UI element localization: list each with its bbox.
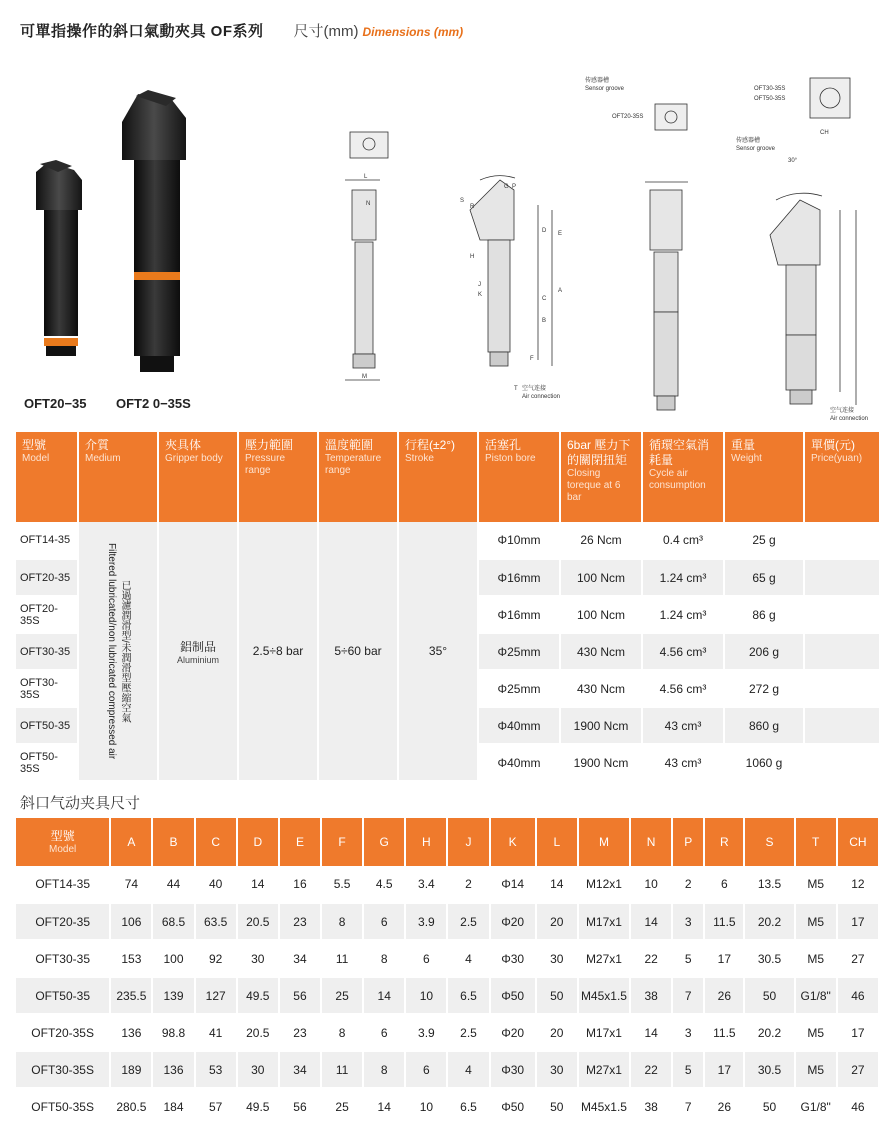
dims-cell: 136 bbox=[152, 1051, 194, 1088]
dims-cell: 127 bbox=[195, 977, 237, 1014]
dims-cell: 6.5 bbox=[447, 977, 489, 1014]
spec-cell-weight: 206 g bbox=[724, 633, 804, 670]
dims-cell: 30 bbox=[237, 940, 279, 977]
spec-cell-model: OFT14-35 bbox=[16, 522, 78, 559]
drawing-ch-label: CH bbox=[820, 130, 829, 136]
spec-cell-body bbox=[158, 522, 238, 781]
dims-cell: Φ30 bbox=[490, 940, 536, 977]
large-gripper-photo bbox=[122, 90, 186, 372]
dims-cell: 25 bbox=[321, 977, 363, 1014]
dims-cell: 14 bbox=[363, 1088, 405, 1125]
spec-cell-air: 4.56 cm³ bbox=[642, 670, 724, 707]
spec-cell-price bbox=[804, 633, 880, 670]
dims-cell: 10 bbox=[405, 977, 447, 1014]
dims-row bbox=[16, 866, 879, 903]
dims-header-row bbox=[16, 818, 879, 866]
spec-cell-price bbox=[804, 670, 880, 707]
page-title: 可單指操作的斜口氣動夾具 OF系列 bbox=[20, 23, 264, 40]
dims-cell: 8 bbox=[321, 1014, 363, 1051]
dims-cell: 6 bbox=[363, 1014, 405, 1051]
dims-cell: 20.2 bbox=[744, 903, 794, 940]
dims-cell: 57 bbox=[195, 1088, 237, 1125]
spec-cell-torque: 430 Ncm bbox=[560, 670, 642, 707]
spec-cell-price bbox=[804, 596, 880, 633]
sensor-groove-en: Sensor groove bbox=[585, 86, 625, 92]
dims-cell: 2.5 bbox=[447, 1014, 489, 1051]
dims-cell: 3.4 bbox=[405, 866, 447, 903]
dims-header-col: T bbox=[795, 818, 837, 866]
medium-cn: 已過濾潤滑型/未潤滑型壓縮空氣 bbox=[119, 579, 130, 723]
spec-cell-temperature: 5÷60 bar bbox=[318, 522, 398, 781]
dims-header-col: J bbox=[447, 818, 489, 866]
dims-cell: 30 bbox=[536, 940, 578, 977]
dims-header-col: A bbox=[110, 818, 152, 866]
product-photos bbox=[0, 60, 240, 420]
dims-cell: M5 bbox=[795, 1014, 837, 1051]
spec-cell-stroke: 35° bbox=[398, 522, 478, 781]
product-label-oft20-35s: OFT2 0−35S bbox=[116, 396, 191, 411]
spec-cell-model: OFT30-35 bbox=[16, 633, 78, 670]
dims-cell: M27x1 bbox=[578, 940, 630, 977]
dims-cell: 6.5 bbox=[447, 1088, 489, 1125]
spec-header-weight: 重量 Weight bbox=[724, 432, 804, 522]
drawing-letter: H bbox=[470, 254, 475, 260]
drawing-letter: F bbox=[530, 356, 534, 362]
dims-cell: 153 bbox=[110, 940, 152, 977]
dims-cell: M45x1.5 bbox=[578, 1088, 630, 1125]
dims-cell: 22 bbox=[630, 1051, 672, 1088]
spec-cell-weight: 1060 g bbox=[724, 744, 804, 781]
dimensions-label-en: Dimensions (mm) bbox=[362, 25, 464, 39]
dims-header-col: B bbox=[152, 818, 194, 866]
dims-cell: 11 bbox=[321, 1051, 363, 1088]
drawing-model-small: OFT20-35S bbox=[612, 114, 644, 120]
dims-cell: 40 bbox=[195, 866, 237, 903]
dims-cell: 12 bbox=[837, 866, 879, 903]
dims-cell: 56 bbox=[279, 977, 321, 1014]
spec-cell-air: 1.24 cm³ bbox=[642, 559, 724, 596]
dims-cell: 6 bbox=[704, 866, 744, 903]
air-connection-en: Air connection bbox=[522, 394, 561, 400]
dims-cell: 17 bbox=[704, 1051, 744, 1088]
spec-cell-bore: Φ40mm bbox=[478, 707, 560, 744]
spec-header-temperature: 溫度範圍 Temperature range bbox=[318, 432, 398, 522]
drawing-letter: P bbox=[512, 184, 517, 190]
dims-cell: 11 bbox=[321, 940, 363, 977]
dims-cell: 14 bbox=[630, 1014, 672, 1051]
spec-header-body: 夾具体 Gripper body bbox=[158, 432, 238, 522]
dims-header-col: P bbox=[672, 818, 704, 866]
drawing-letter: R bbox=[470, 204, 475, 210]
spec-cell-air: 43 cm³ bbox=[642, 744, 724, 781]
dims-cell: 6 bbox=[405, 940, 447, 977]
spec-header-row bbox=[16, 432, 880, 522]
dims-cell: 2 bbox=[447, 866, 489, 903]
dims-cell: 25 bbox=[321, 1088, 363, 1125]
dims-cell: 26 bbox=[704, 977, 744, 1014]
dims-cell: 3.9 bbox=[405, 903, 447, 940]
dims-cell: 3.9 bbox=[405, 1014, 447, 1051]
spec-header-model: 型號 Model bbox=[16, 432, 78, 522]
dims-row bbox=[16, 977, 879, 1014]
dims-cell: 49.5 bbox=[237, 1088, 279, 1125]
dims-header-col: G bbox=[363, 818, 405, 866]
dims-cell: 280.5 bbox=[110, 1088, 152, 1125]
dims-cell: 8 bbox=[363, 1051, 405, 1088]
dims-cell: 106 bbox=[110, 903, 152, 940]
drawing-letter: S bbox=[460, 198, 465, 204]
dims-cell: 5 bbox=[672, 1051, 704, 1088]
spec-header-stroke: 行程(±2°) Stroke bbox=[398, 432, 478, 522]
dims-cell: 2 bbox=[672, 866, 704, 903]
dims-header-col: L bbox=[536, 818, 578, 866]
spec-cell-torque: 1900 Ncm bbox=[560, 707, 642, 744]
dims-cell: 22 bbox=[630, 940, 672, 977]
dims-cell: Φ20 bbox=[490, 903, 536, 940]
dims-cell-model: OFT20-35 bbox=[16, 903, 110, 940]
air-connection-cn: 空气连接 bbox=[522, 386, 547, 392]
dims-cell: 74 bbox=[110, 866, 152, 903]
dims-cell-model: OFT50-35S bbox=[16, 1088, 110, 1125]
dims-cell: 4.5 bbox=[363, 866, 405, 903]
dims-cell: 98.8 bbox=[152, 1014, 194, 1051]
dims-cell: 8 bbox=[363, 940, 405, 977]
dims-cell: 6 bbox=[363, 903, 405, 940]
dims-cell: 6 bbox=[405, 1051, 447, 1088]
spec-cell-model: OFT20-35 bbox=[16, 559, 78, 596]
dims-cell: Φ50 bbox=[490, 1088, 536, 1125]
spec-cell-price bbox=[804, 744, 880, 781]
dims-header-col: M bbox=[578, 818, 630, 866]
spec-header-bore: 活塞孔 Piston bore bbox=[478, 432, 560, 522]
dims-cell: 2.5 bbox=[447, 903, 489, 940]
dims-table bbox=[16, 818, 880, 1126]
dims-cell-model: OFT30-35S bbox=[16, 1051, 110, 1088]
dims-cell: M5 bbox=[795, 903, 837, 940]
dims-cell: 3 bbox=[672, 903, 704, 940]
dims-cell: 50 bbox=[536, 1088, 578, 1125]
dims-cell: 7 bbox=[672, 977, 704, 1014]
drawing-letter: A bbox=[558, 288, 563, 294]
drawing-model-big-1: OFT30-35S bbox=[754, 86, 786, 92]
dims-header-col: S bbox=[744, 818, 794, 866]
dims-cell: 100 bbox=[152, 940, 194, 977]
dims-cell-model: OFT20-35S bbox=[16, 1014, 110, 1051]
dims-section-title: 斜口气动夹具尺寸 bbox=[20, 795, 141, 812]
dims-cell: 38 bbox=[630, 1088, 672, 1125]
dims-cell: 30.5 bbox=[744, 1051, 794, 1088]
dims-cell: G1/8" bbox=[795, 1088, 837, 1125]
spec-cell-pressure: 2.5÷8 bar bbox=[238, 522, 318, 781]
dims-cell: G1/8" bbox=[795, 977, 837, 1014]
dims-cell: 53 bbox=[195, 1051, 237, 1088]
dims-cell: M12x1 bbox=[578, 866, 630, 903]
spec-header-pressure: 壓力範圍 Pressure range bbox=[238, 432, 318, 522]
dims-cell: M27x1 bbox=[578, 1051, 630, 1088]
dims-cell: 4 bbox=[447, 940, 489, 977]
dims-cell: 11.5 bbox=[704, 1014, 744, 1051]
spec-cell-model: OFT50-35S bbox=[16, 744, 78, 781]
dims-cell: 46 bbox=[837, 1088, 879, 1125]
dims-cell: 23 bbox=[279, 903, 321, 940]
drawing-letter: M bbox=[362, 374, 367, 380]
spec-cell-bore: Φ40mm bbox=[478, 744, 560, 781]
dims-cell: 50 bbox=[744, 1088, 794, 1125]
drawing-angle-label: 30° bbox=[788, 158, 798, 164]
dims-cell: 27 bbox=[837, 1051, 879, 1088]
dims-cell: 17 bbox=[837, 903, 879, 940]
dims-header-col: R bbox=[704, 818, 744, 866]
drawing-letter: K bbox=[478, 292, 483, 298]
dims-cell: 14 bbox=[237, 866, 279, 903]
dims-header-col: E bbox=[279, 818, 321, 866]
dims-table-body bbox=[16, 866, 879, 1125]
spec-cell-weight: 272 g bbox=[724, 670, 804, 707]
dims-cell: 68.5 bbox=[152, 903, 194, 940]
dims-cell-model: OFT30-35 bbox=[16, 940, 110, 977]
dims-cell: 41 bbox=[195, 1014, 237, 1051]
drawing-model-big-2: OFT50-35S bbox=[754, 96, 786, 102]
drawing-letter: L bbox=[364, 174, 368, 180]
spec-cell-torque: 430 Ncm bbox=[560, 633, 642, 670]
spec-header-medium: 介質 Medium bbox=[78, 432, 158, 522]
gripper-photo-illustration bbox=[0, 60, 240, 420]
spec-cell-price bbox=[804, 559, 880, 596]
dimension-drawings-svg bbox=[300, 60, 880, 430]
dims-cell: 56 bbox=[279, 1088, 321, 1125]
spec-cell-torque: 1900 Ncm bbox=[560, 744, 642, 781]
spec-cell-price bbox=[804, 707, 880, 744]
dims-cell: 26 bbox=[704, 1088, 744, 1125]
dimensions-label-cn: 尺寸(mm) bbox=[293, 23, 359, 40]
dims-cell: 14 bbox=[630, 903, 672, 940]
dims-row bbox=[16, 1088, 879, 1125]
air-connection-cn-2: 空气连接 bbox=[830, 408, 855, 414]
dims-cell-model: OFT14-35 bbox=[16, 866, 110, 903]
spec-cell-weight: 25 g bbox=[724, 522, 804, 559]
drawing-letter: E bbox=[558, 231, 563, 237]
dims-cell: 20 bbox=[536, 1014, 578, 1051]
spec-cell-air: 43 cm³ bbox=[642, 707, 724, 744]
dims-cell: 30 bbox=[536, 1051, 578, 1088]
spec-cell-model: OFT20-35S bbox=[16, 596, 78, 633]
dims-cell: 63.5 bbox=[195, 903, 237, 940]
spec-row bbox=[16, 522, 880, 559]
drawing-letter: G bbox=[504, 184, 509, 190]
drawing-letter: B bbox=[542, 318, 547, 324]
drawing-letter: C bbox=[542, 296, 547, 302]
spec-header-torque: 6bar 壓力下的關閉扭矩 Closing toreque at 6 bar bbox=[560, 432, 642, 522]
dims-cell: 20.5 bbox=[237, 903, 279, 940]
dims-cell: 49.5 bbox=[237, 977, 279, 1014]
dims-cell: 34 bbox=[279, 1051, 321, 1088]
dims-row bbox=[16, 940, 879, 977]
dims-cell: 20.5 bbox=[237, 1014, 279, 1051]
spec-cell-torque: 100 Ncm bbox=[560, 596, 642, 633]
dims-cell: Φ14 bbox=[490, 866, 536, 903]
dims-row bbox=[16, 1014, 879, 1051]
product-label-oft20-35: OFT20−35 bbox=[24, 396, 87, 411]
dims-cell: 13.5 bbox=[744, 866, 794, 903]
sensor-groove-en-2: Sensor groove bbox=[736, 146, 776, 152]
dims-cell: 14 bbox=[363, 977, 405, 1014]
spec-header-price: 單價(元) Price(yuan) bbox=[804, 432, 880, 522]
spec-cell-air: 4.56 cm³ bbox=[642, 633, 724, 670]
spec-table-body bbox=[16, 522, 880, 781]
dims-cell: 184 bbox=[152, 1088, 194, 1125]
dims-cell: 34 bbox=[279, 940, 321, 977]
body-cn: 鋁制品 bbox=[179, 639, 216, 654]
small-gripper-photo bbox=[36, 160, 82, 356]
dims-cell: 20 bbox=[536, 903, 578, 940]
dims-cell: 7 bbox=[672, 1088, 704, 1125]
dims-cell: M5 bbox=[795, 866, 837, 903]
spec-cell-air: 0.4 cm³ bbox=[642, 522, 724, 559]
spec-cell-medium bbox=[78, 522, 158, 781]
spec-cell-torque: 100 Ncm bbox=[560, 559, 642, 596]
dims-cell: 235.5 bbox=[110, 977, 152, 1014]
dims-cell: 5.5 bbox=[321, 866, 363, 903]
dims-cell: 46 bbox=[837, 977, 879, 1014]
dims-cell: 136 bbox=[110, 1014, 152, 1051]
dims-cell: 30.5 bbox=[744, 940, 794, 977]
dims-cell: 92 bbox=[195, 940, 237, 977]
dims-cell: 139 bbox=[152, 977, 194, 1014]
spec-cell-bore: Φ10mm bbox=[478, 522, 560, 559]
dims-row bbox=[16, 903, 879, 940]
dims-cell: Φ30 bbox=[490, 1051, 536, 1088]
spec-table bbox=[16, 432, 881, 782]
dims-cell: 23 bbox=[279, 1014, 321, 1051]
dims-header-col: CH bbox=[837, 818, 879, 866]
drawing-letter: J bbox=[478, 282, 481, 288]
dims-cell: 16 bbox=[279, 866, 321, 903]
spec-cell-bore: Φ25mm bbox=[478, 633, 560, 670]
technical-drawings bbox=[300, 60, 880, 430]
dims-cell: 4 bbox=[447, 1051, 489, 1088]
dims-cell: M17x1 bbox=[578, 903, 630, 940]
dims-cell: 17 bbox=[704, 940, 744, 977]
dims-header-col: N bbox=[630, 818, 672, 866]
dims-cell: Φ20 bbox=[490, 1014, 536, 1051]
dims-cell: 5 bbox=[672, 940, 704, 977]
sensor-groove-cn: 传感器槽 bbox=[585, 78, 610, 84]
dims-cell: 50 bbox=[744, 977, 794, 1014]
dims-cell: 50 bbox=[536, 977, 578, 1014]
dims-cell: 11.5 bbox=[704, 903, 744, 940]
dims-cell: 44 bbox=[152, 866, 194, 903]
spec-cell-model: OFT50-35 bbox=[16, 707, 78, 744]
drawing-letter: D bbox=[542, 228, 547, 234]
dims-cell: 10 bbox=[405, 1088, 447, 1125]
medium-en: Filtered lubricated/non lubricated compressed air bbox=[106, 542, 117, 760]
spec-header-air: 循環空氣消耗量 Cycle air consumption bbox=[642, 432, 724, 522]
dims-cell: 30 bbox=[237, 1051, 279, 1088]
dims-cell: 14 bbox=[536, 866, 578, 903]
dims-header-col: H bbox=[405, 818, 447, 866]
body-en: Aluminium bbox=[176, 654, 219, 665]
dims-cell: 8 bbox=[321, 903, 363, 940]
dims-header-col: D bbox=[237, 818, 279, 866]
sensor-groove-cn-2: 传感器槽 bbox=[736, 138, 761, 144]
dims-cell: 17 bbox=[837, 1014, 879, 1051]
spec-cell-bore: Φ25mm bbox=[478, 670, 560, 707]
dims-cell: 20.2 bbox=[744, 1014, 794, 1051]
dims-cell: M17x1 bbox=[578, 1014, 630, 1051]
spec-cell-air: 1.24 cm³ bbox=[642, 596, 724, 633]
dims-cell: 3 bbox=[672, 1014, 704, 1051]
spec-cell-weight: 86 g bbox=[724, 596, 804, 633]
dims-header-col: K bbox=[490, 818, 536, 866]
dims-cell: 189 bbox=[110, 1051, 152, 1088]
dims-cell: Φ50 bbox=[490, 977, 536, 1014]
dims-header-model: 型號 Model bbox=[16, 818, 110, 866]
dims-row bbox=[16, 1051, 879, 1088]
dims-cell: M5 bbox=[795, 1051, 837, 1088]
dims-cell: 10 bbox=[630, 866, 672, 903]
drawing-letter: T bbox=[514, 386, 518, 392]
dims-cell: M45x1.5 bbox=[578, 977, 630, 1014]
drawing-letter: N bbox=[366, 201, 371, 207]
dims-header-col: F bbox=[321, 818, 363, 866]
page-header bbox=[20, 20, 463, 42]
dims-cell: 38 bbox=[630, 977, 672, 1014]
spec-cell-weight: 860 g bbox=[724, 707, 804, 744]
spec-cell-model: OFT30-35S bbox=[16, 670, 78, 707]
spec-cell-price bbox=[804, 522, 880, 559]
spec-cell-torque: 26 Ncm bbox=[560, 522, 642, 559]
dims-cell: M5 bbox=[795, 940, 837, 977]
dims-cell-model: OFT50-35 bbox=[16, 977, 110, 1014]
air-connection-en-2: Air connection bbox=[830, 416, 869, 422]
spec-cell-bore: Φ16mm bbox=[478, 559, 560, 596]
spec-cell-bore: Φ16mm bbox=[478, 596, 560, 633]
spec-cell-weight: 65 g bbox=[724, 559, 804, 596]
dims-cell: 27 bbox=[837, 940, 879, 977]
dims-header-col: C bbox=[195, 818, 237, 866]
